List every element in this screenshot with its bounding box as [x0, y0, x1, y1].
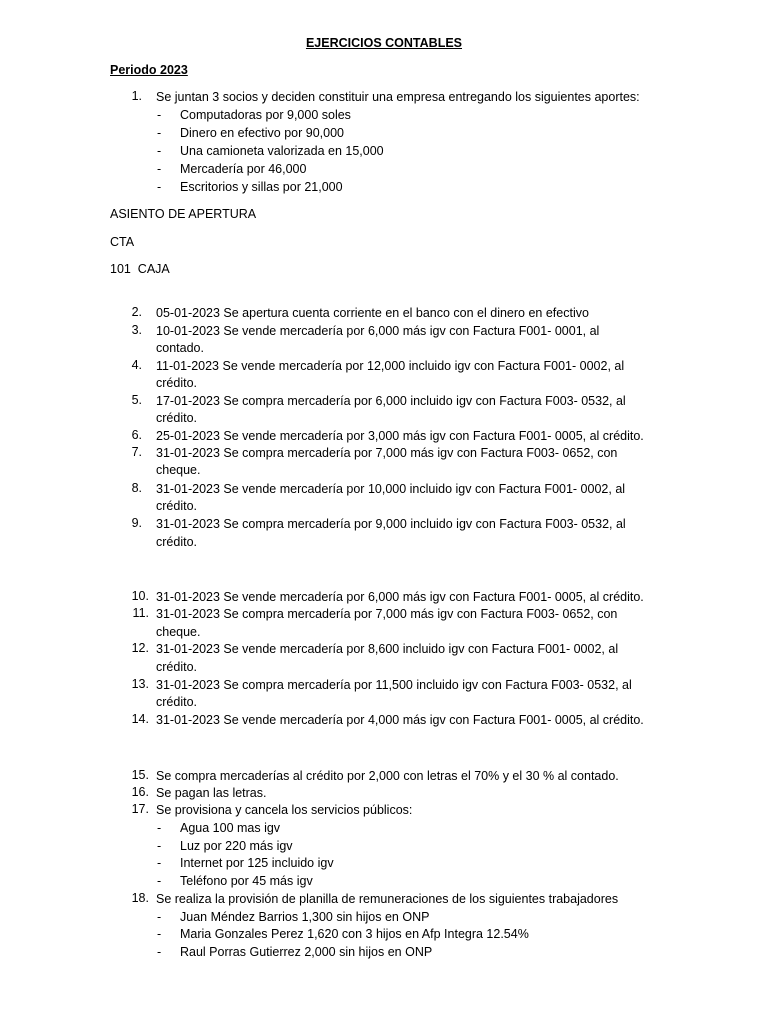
- item-number: 2.: [131, 305, 142, 319]
- item-text: 31-01-2023 Se compra mercadería por 11,500 incluido igv con Factura F003- 0532, al: [156, 678, 632, 692]
- bullet-dash: -: [157, 839, 162, 853]
- bullet-dash: -: [157, 108, 162, 122]
- bullet-dash: -: [157, 910, 162, 924]
- item-number: 5.: [131, 393, 142, 407]
- bullet-dash: -: [157, 180, 162, 194]
- item-number: 12.: [131, 641, 149, 655]
- item-text: 31-01-2023 Se compra mercadería por 7,000 más igv con Factura F003- 0652, con: [156, 446, 618, 460]
- sublist-item: Maria Gonzales Perez 1,620 con 3 hijos en Afp Integra 12.54%: [180, 927, 529, 941]
- bullet-dash: -: [157, 874, 162, 888]
- item-text: Se provisiona y cancela los servicios públicos:: [156, 803, 413, 817]
- item-number: 8.: [131, 481, 142, 495]
- item-number: 16.: [131, 785, 149, 799]
- sublist-item: Internet por 125 incluido igv: [180, 856, 334, 870]
- item-text-continuation: cheque.: [156, 463, 201, 477]
- item-text-continuation: crédito.: [156, 499, 197, 513]
- item-number: 3.: [131, 323, 142, 337]
- sublist-item: Computadoras por 9,000 soles: [180, 108, 351, 122]
- item-text: 10-01-2023 Se vende mercadería por 6,000 más igv con Factura F001- 0001, al: [156, 324, 600, 338]
- item-text: 31-01-2023 Se vende mercadería por 10,000 incluido igv con Factura F001- 0002, al: [156, 482, 626, 496]
- item-text: 11-01-2023 Se vende mercadería por 12,000 incluido igv con Factura F001- 0002, al: [156, 359, 625, 373]
- item-text-continuation: crédito.: [156, 660, 197, 674]
- item-number: 13.: [131, 677, 149, 691]
- bullet-dash: -: [157, 945, 162, 959]
- bullet-dash: -: [157, 162, 162, 176]
- item-text-continuation: cheque.: [156, 625, 201, 639]
- item-number: 9.: [131, 516, 142, 530]
- cta-label: CTA: [110, 235, 135, 249]
- item-number: 1.: [131, 89, 142, 103]
- item-text: 05-01-2023 Se apertura cuenta corriente en el banco con el dinero en efectivo: [156, 306, 589, 320]
- period-heading: Periodo 2023: [110, 63, 188, 77]
- item-number: 4.: [131, 358, 142, 372]
- item-text: Se realiza la provisión de planilla de remuneraciones de los siguientes trabajadores: [156, 892, 619, 906]
- item-text-continuation: crédito.: [156, 376, 197, 390]
- item-number: 17.: [131, 802, 149, 816]
- sublist-item: Luz por 220 más igv: [180, 839, 293, 853]
- bullet-dash: -: [157, 144, 162, 158]
- bullet-dash: -: [157, 821, 162, 835]
- sublist-item: Teléfono por 45 más igv: [180, 874, 313, 888]
- item-text: 31-01-2023 Se vende mercadería por 4,000 más igv con Factura F001- 0005, al crédito.: [156, 713, 644, 727]
- bullet-dash: -: [157, 927, 162, 941]
- asiento-heading: ASIENTO DE APERTURA: [110, 207, 257, 221]
- item-text: 31-01-2023 Se compra mercadería por 9,000 incluido igv con Factura F003- 0532, al: [156, 517, 626, 531]
- item-text-continuation: contado.: [156, 341, 204, 355]
- sublist-item: Dinero en efectivo por 90,000: [180, 126, 344, 140]
- item-number: 15.: [131, 768, 149, 782]
- item-text: Se juntan 3 socios y deciden constituir una empresa entregando los siguientes aportes:: [156, 90, 640, 104]
- bullet-dash: -: [157, 856, 162, 870]
- item-text-continuation: crédito.: [156, 695, 197, 709]
- sublist-item: Agua 100 mas igv: [180, 821, 281, 835]
- sublist-item: Juan Méndez Barrios 1,300 sin hijos en ONP: [180, 910, 430, 924]
- item-number: 11.: [132, 606, 149, 620]
- item-text: 31-01-2023 Se vende mercadería por 6,000 más igv con Factura F001- 0005, al crédito.: [156, 590, 644, 604]
- item-text: 17-01-2023 Se compra mercadería por 6,000 incluido igv con Factura F003- 0532, al: [156, 394, 626, 408]
- item-text-continuation: crédito.: [156, 411, 197, 425]
- item-number: 10.: [131, 589, 149, 603]
- sublist-item: Una camioneta valorizada en 15,000: [180, 144, 384, 158]
- item-number: 14.: [131, 712, 149, 726]
- item-number: 18.: [131, 891, 149, 905]
- item-number: 6.: [131, 428, 142, 442]
- sublist-item: Raul Porras Gutierrez 2,000 sin hijos en ONP: [180, 945, 433, 959]
- item-text: 31-01-2023 Se vende mercadería por 8,600 incluido igv con Factura F001- 0002, al: [156, 642, 619, 656]
- item-number: 7.: [131, 445, 142, 459]
- sublist-item: Escritorios y sillas por 21,000: [180, 180, 343, 194]
- document-title: EJERCICIOS CONTABLES: [305, 36, 463, 50]
- item-text-continuation: crédito.: [156, 535, 197, 549]
- caja-account: 101 CAJA: [110, 262, 170, 276]
- item-text: Se pagan las letras.: [156, 786, 267, 800]
- sublist-item: Mercadería por 46,000: [180, 162, 307, 176]
- item-text: Se compra mercaderías al crédito por 2,000 con letras el 70% y el 30 % al contado.: [156, 769, 619, 783]
- item-text: 25-01-2023 Se vende mercadería por 3,000 más igv con Factura F001- 0005, al crédito.: [156, 429, 644, 443]
- item-text: 31-01-2023 Se compra mercadería por 7,000 más igv con Factura F003- 0652, con: [156, 607, 618, 621]
- bullet-dash: -: [157, 126, 162, 140]
